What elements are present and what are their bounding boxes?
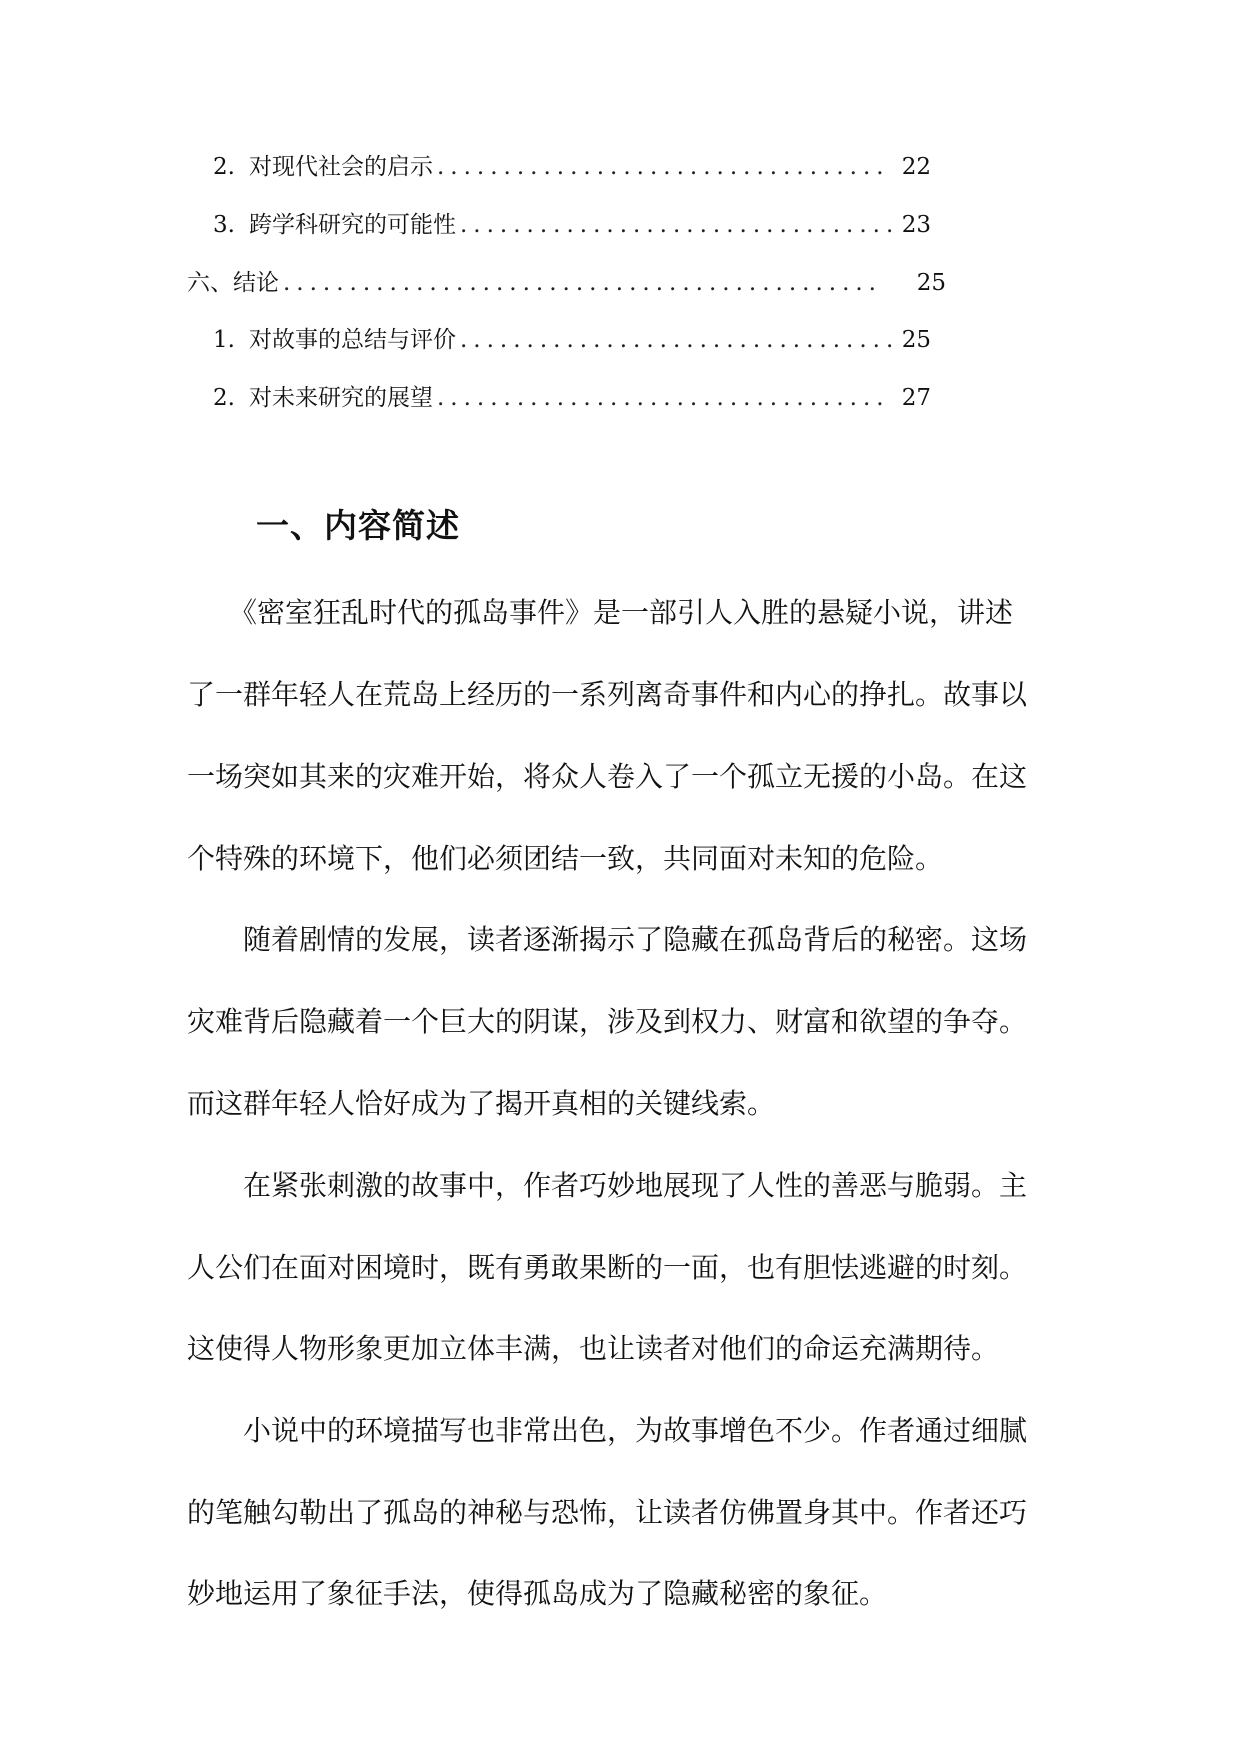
toc-entry-page: 27: [901, 385, 931, 411]
toc-entry[interactable]: [213, 323, 931, 357]
body-line: 《密室狂乱时代的孤岛事件》是一部引人入胜的悬疑小说，讲述: [187, 596, 1014, 629]
body-line: 一场突如其来的灾难开始，将众人卷入了一个孤立无援的小岛。在这: [187, 760, 1028, 793]
body-line: 个特殊的环境下，他们必须团结一致，共同面对未知的危险。: [187, 842, 944, 875]
toc-entry-title: 六、结论: [187, 270, 279, 296]
toc-leader-dots: ..................................: [437, 154, 890, 180]
toc-entry-page: 22: [901, 154, 931, 180]
toc-entry-number: 3.: [213, 212, 235, 238]
toc-entry-title: 对未来研究的展望: [249, 385, 433, 411]
toc-entry-page: 23: [901, 212, 931, 238]
toc-leader-dots: ..................................: [437, 385, 890, 411]
body-line: 这使得人物形象更加立体丰满，也让读者对他们的命运充满期待。: [187, 1332, 1000, 1365]
body-line: 而这群年轻人恰好成为了揭开真相的关键线索。: [187, 1087, 776, 1120]
body-line: 的笔触勾勒出了孤岛的神秘与恐怖，让读者仿佛置身其中。作者还巧: [187, 1496, 1028, 1529]
toc-leader-dots: .............................................: [283, 270, 882, 296]
toc-entry[interactable]: [213, 150, 931, 184]
toc-entry-title: 对故事的总结与评价: [249, 327, 456, 353]
toc-leader-dots: .................................: [460, 212, 900, 238]
body-line: 在紧张刺激的故事中，作者巧妙地展现了人性的善恶与脆弱。主: [187, 1169, 1028, 1202]
body-line: 小说中的环境描写也非常出色，为故事增色不少。作者通过细腻: [187, 1414, 1028, 1447]
toc-leader-dots: .................................: [460, 327, 900, 353]
toc-entry-number: 2.: [213, 154, 235, 180]
toc-entry-page: 25: [916, 270, 946, 296]
toc-entry[interactable]: [213, 208, 931, 242]
toc-entry[interactable]: [187, 266, 946, 300]
body-line: 灾难背后隐藏着一个巨大的阴谋，涉及到权力、财富和欲望的争夺。: [187, 1005, 1028, 1038]
toc-entry[interactable]: [213, 381, 931, 415]
body-line: 人公们在面对困境时，既有勇敢果断的一面，也有胆怯逃避的时刻。: [187, 1251, 1028, 1284]
section-heading: 一、内容简述: [256, 506, 460, 545]
body-line: 妙地运用了象征手法，使得孤岛成为了隐藏秘密的象征。: [187, 1577, 888, 1610]
body-line: 了一群年轻人在荒岛上经历的一系列离奇事件和内心的挣扎。故事以: [187, 678, 1028, 711]
toc-entry-title: 跨学科研究的可能性: [249, 212, 456, 238]
toc-entry-number: 2.: [213, 385, 235, 411]
toc-entry-number: 1.: [213, 327, 235, 353]
toc-entry-title: 对现代社会的启示: [249, 154, 433, 180]
body-line: 随着剧情的发展，读者逐渐揭示了隐藏在孤岛背后的秘密。这场: [187, 923, 1028, 956]
toc-entry-page: 25: [901, 327, 931, 353]
